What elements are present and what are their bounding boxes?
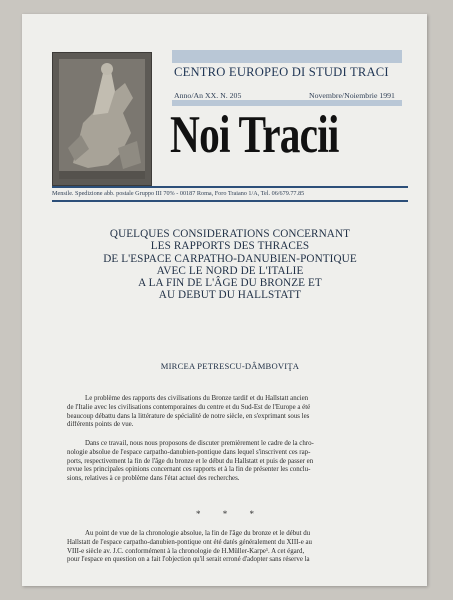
title-line: LES RAPPORTS DES THRACES <box>150 240 310 253</box>
text-line: nologie absolue de l'espace carpatho-danubien-pontique dans lequel s'inscrivent ces rap- <box>67 448 311 456</box>
text-line: Au point de vue de la chronologie absolue, la fin de l'âge du bronze et le début du <box>85 530 311 537</box>
paragraph-2 <box>67 440 393 484</box>
paragraph-3 <box>67 530 393 565</box>
text-line: Dans ce travail, nous nous proposons de discuter premièrement le cadre de la chro- <box>85 440 314 447</box>
text-line: VIII-e siècle av. J.C. conformément à la chronologie de H.Müller-Karpe¹. A cet égard, <box>67 547 305 555</box>
title-line: A LA FIN DE L'ÂGE DU BRONZE ET <box>138 277 322 290</box>
text-line: Hallstatt de l'espace carpatho-danubien-pontique ont été datés généralement du XIII-e au <box>67 538 312 546</box>
title-line: DE L'ESPACE CARPATHO-DANUBIEN-PONTIQUE <box>103 252 357 265</box>
masthead-rule-bottom <box>52 200 408 202</box>
text-line: pour l'espace en question on a fait l'objection qu'il serait erroné d'adopter sans réserve la <box>67 556 310 564</box>
text-line: Le problème des rapports des civilisations du Bronze tardif et du Hallstatt ancien <box>85 395 309 402</box>
paragraph-1 <box>67 395 393 430</box>
publisher-name: CENTRO EUROPEO DI STUDI TRACI <box>174 65 389 79</box>
section-separator: * * * <box>196 509 264 519</box>
newsletter-page <box>22 14 427 586</box>
issue-date: Novembre/Noiembrie 1991 <box>309 91 395 100</box>
text-line: différents points de vue. <box>67 421 134 429</box>
title-line: AU DEBUT DU HALLSTATT <box>158 289 302 302</box>
postal-info: Mensile. Spedizione abb. postale Gruppo III 70% - 00187 Roma, Foro Traiano 1/A, Tel. 06/679.77.85 <box>52 190 305 197</box>
issue-number: Anno/An XX. N. 205 <box>174 91 242 100</box>
masthead-title: Noi Tracii <box>170 106 339 164</box>
text-line: revue les principales opinions concernant ces rapports et à la fin de présenter les conclu- <box>67 466 311 474</box>
article-author: MIRCEA PETRESCU-DÂMBOVIŢA <box>160 361 300 371</box>
text-line: de l'Italie avec les civilisations contemporaines du centre et du Sud-Est de l'Europe a été <box>67 403 311 411</box>
title-line: AVEC LE NORD DE L'ITALIE <box>156 264 304 277</box>
text-line: beaucoup débattu dans la littérature de spécialité de notre siècle, en s'exprimant sous les <box>67 412 310 420</box>
text-line: sions, relatives à ce problème dans l'état actuel des recherches. <box>67 475 240 483</box>
article-title <box>52 228 408 302</box>
header-accent-stripe <box>172 50 402 63</box>
title-line: QUELQUES CONSIDERATIONS CONCERNANT <box>109 228 351 240</box>
thracian-relief-image <box>52 52 152 186</box>
text-line: ports, respectivement la fin de l'âge du bronze et le début du Hallstatt et puis de passer en <box>67 457 314 465</box>
masthead-rule-top <box>52 186 408 188</box>
